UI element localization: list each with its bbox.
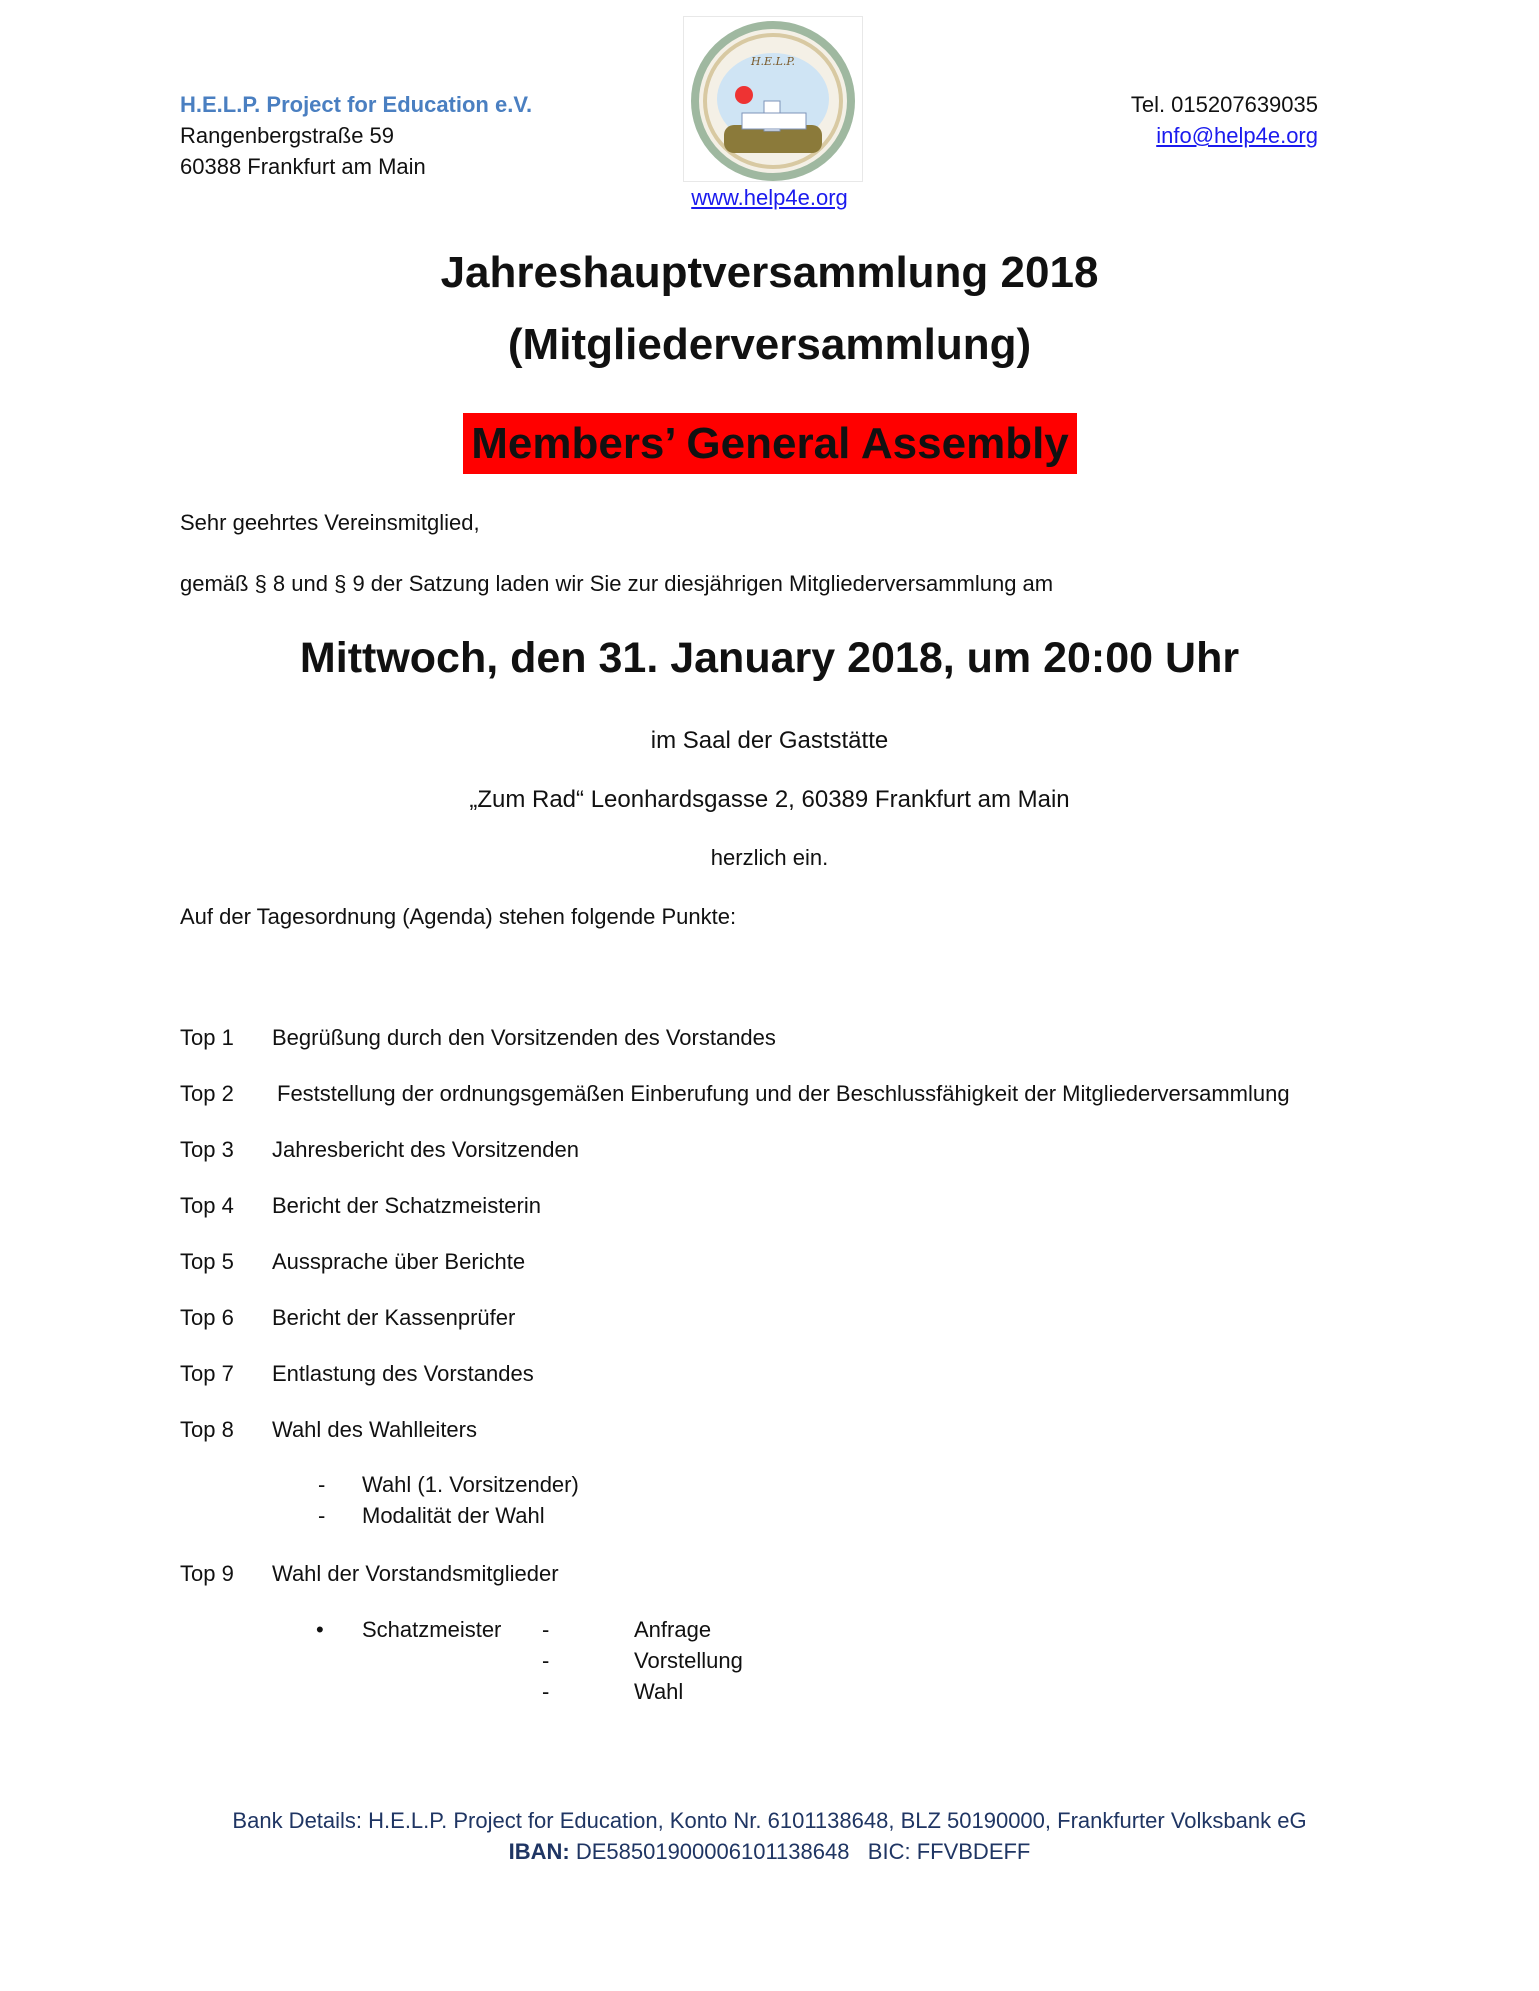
agenda-label: Top 4 — [180, 1193, 234, 1218]
agenda-item: Wahl der Vorstandsmitglieder — [272, 1561, 559, 1586]
email-link[interactable]: info@help4e.org — [1156, 123, 1318, 148]
agenda-label: Top 8 — [180, 1417, 234, 1442]
sub-item: Wahl — [634, 1679, 684, 1704]
agenda-label: Top 1 — [180, 1025, 234, 1050]
assembly-banner: Members’ General Assembly — [463, 413, 1077, 474]
phone-number: Tel. 015207639035 — [1130, 92, 1318, 117]
help-school-logo-icon — [683, 16, 863, 182]
agenda-label: Top 6 — [180, 1305, 234, 1330]
agenda-label: Top 5 — [180, 1249, 234, 1274]
venue-line-3: herzlich ein. — [710, 845, 829, 870]
agenda-item: Entlastung des Vorstandes — [272, 1361, 534, 1386]
website-link[interactable]: www.help4e.org — [691, 185, 848, 210]
org-city: 60388 Frankfurt am Main — [180, 154, 426, 179]
bullet-marker: • — [316, 1617, 324, 1642]
agenda-intro: Auf der Tagesordnung (Agenda) stehen folgende Punkte: — [180, 904, 737, 929]
dash-marker: - — [318, 1472, 326, 1497]
page-title: Jahreshauptversammlung 2018 — [440, 248, 1099, 297]
page-subtitle: (Mitgliederversammlung) — [507, 320, 1032, 369]
agenda-item: Bericht der Schatzmeisterin — [272, 1193, 541, 1218]
iban-value: DE58501900006101138648 BIC: FFVBDEFF — [569, 1839, 1031, 1864]
agenda-item: Bericht der Kassenprüfer — [272, 1305, 516, 1330]
sub-item: Modalität der Wahl — [362, 1503, 545, 1528]
agenda-item: Wahl des Wahlleiters — [272, 1417, 477, 1442]
venue-line-1: im Saal der Gaststätte — [650, 727, 889, 754]
agenda-label: Top 9 — [180, 1561, 234, 1586]
meeting-date: Mittwoch, den 31. January 2018, um 20:00 Uhr — [299, 634, 1240, 682]
agenda-item: Jahresbericht des Vorsitzenden — [272, 1137, 579, 1162]
bank-details: Bank Details: H.E.L.P. Project for Education, Konto Nr. 6101138648, BLZ 50190000, Frankfurter Volksbank eG — [232, 1808, 1307, 1833]
invitation-intro: gemäß § 8 und § 9 der Satzung laden wir Sie zur diesjährigen Mitgliederversammlung am — [180, 571, 1054, 596]
dash-marker: - — [542, 1648, 550, 1673]
agenda-label: Top 7 — [180, 1361, 234, 1386]
agenda-label: Top 3 — [180, 1137, 234, 1162]
dash-marker: - — [542, 1617, 550, 1642]
agenda-item: Begrüßung durch den Vorsitzenden des Vorstandes — [272, 1025, 776, 1050]
agenda-item: Aussprache über Berichte — [272, 1249, 526, 1274]
sub-item: Vorstellung — [634, 1648, 743, 1673]
dash-marker: - — [542, 1679, 550, 1704]
treasurer-label: Schatzmeister — [362, 1617, 502, 1642]
org-street: Rangenbergstraße 59 — [180, 123, 395, 148]
dash-marker: - — [318, 1503, 326, 1528]
sub-item: Wahl (1. Vorsitzender) — [362, 1472, 579, 1497]
iban-line — [0, 1839, 1539, 1865]
org-name: H.E.L.P. Project for Education e.V. — [180, 92, 533, 117]
agenda-item: Feststellung der ordnungsgemäßen Einberufung und der Beschlussfähigkeit der Mitgliederversammlung — [277, 1081, 1290, 1106]
greeting: Sehr geehrtes Vereinsmitglied, — [180, 510, 480, 535]
agenda-label: Top 2 — [180, 1081, 234, 1106]
venue-line-2: „Zum Rad“ Leonhardsgasse 2, 60389 Frankfurt am Main — [469, 786, 1070, 813]
sub-item: Anfrage — [634, 1617, 712, 1642]
iban-label: IBAN: — [508, 1839, 570, 1864]
logo-text: H.E.L.P. — [750, 55, 796, 68]
